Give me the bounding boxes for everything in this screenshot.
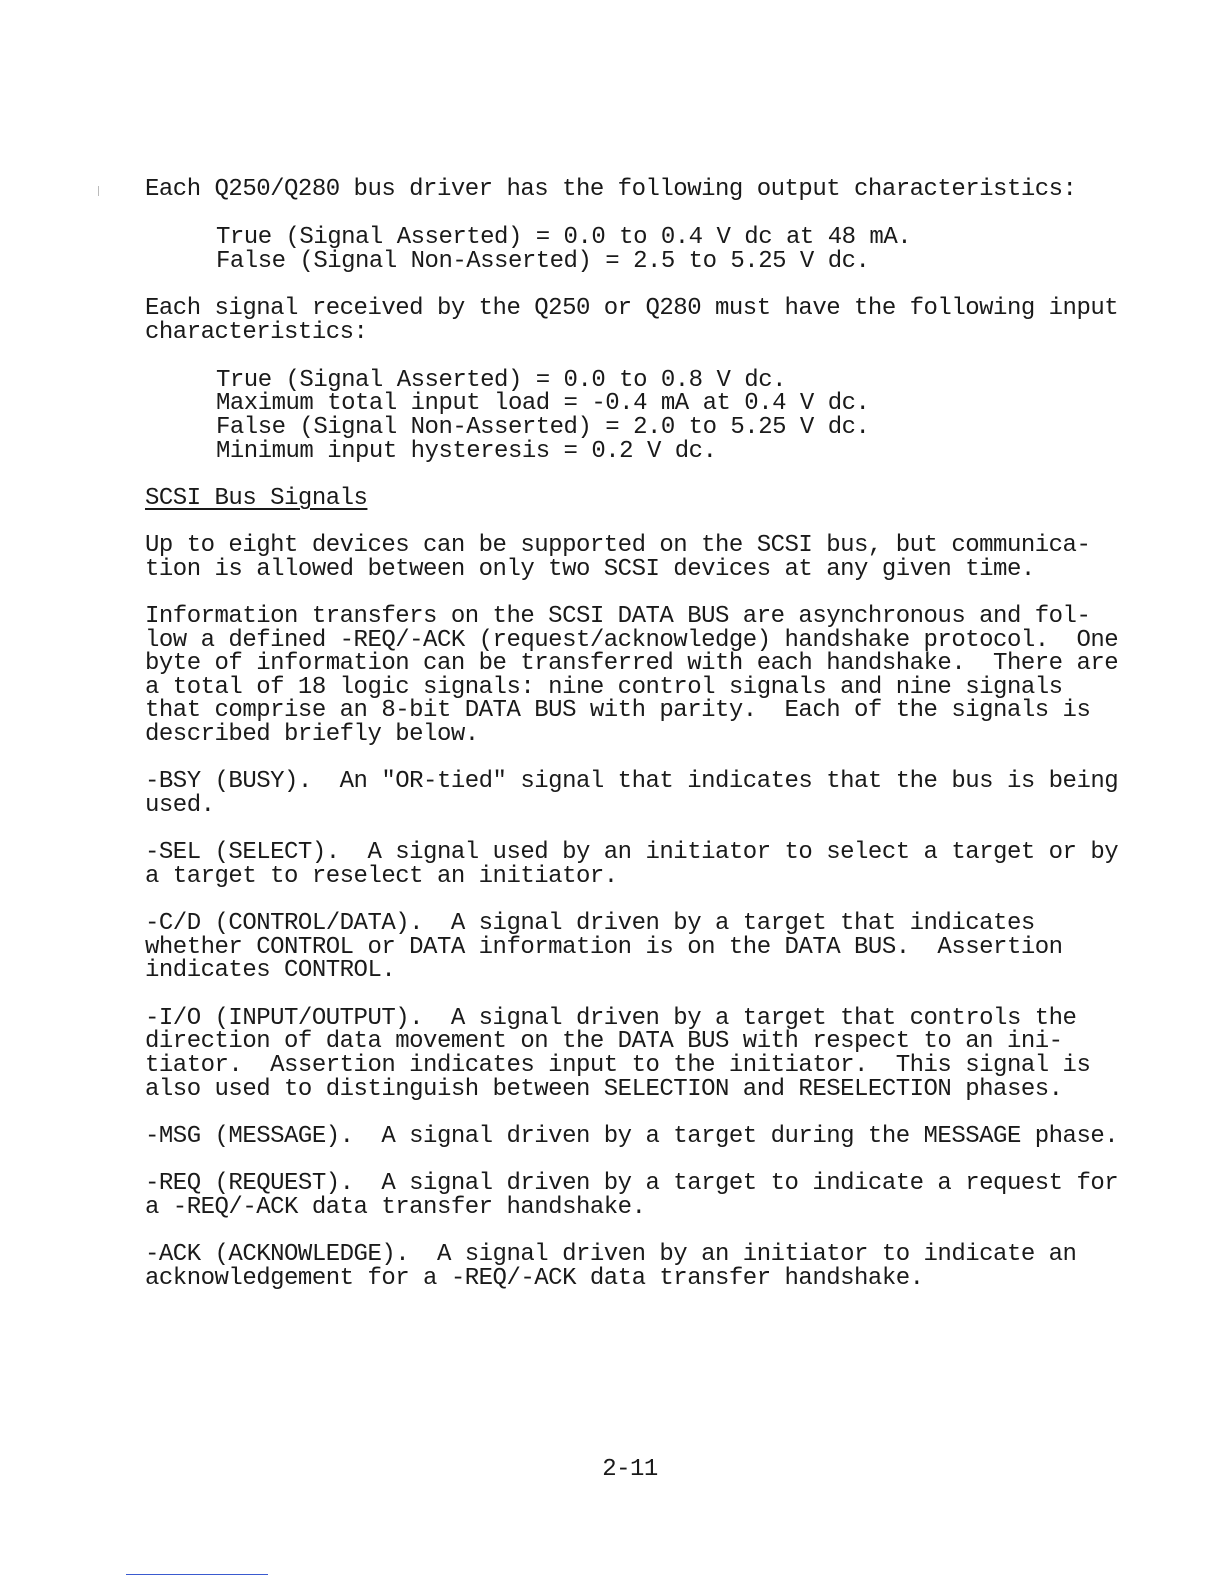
section-heading: SCSI Bus Signals <box>145 485 368 512</box>
paragraph-transfers-line-2: low a defined -REQ/-ACK (request/acknowledge) handshake protocol. One <box>145 627 1119 654</box>
signal-req-line-1: -REQ (REQUEST). A signal driven by a target to indicate a request for <box>145 1170 1119 1197</box>
signal-sel-line-1: -SEL (SELECT). A signal used by an initiator to select a target or by <box>145 839 1119 866</box>
signal-io-line-2: direction of data movement on the DATA BUS with respect to an ini- <box>145 1028 1063 1055</box>
signal-io-line-3: tiator. Assertion indicates input to the initiator. This signal is <box>145 1052 1091 1079</box>
input-spec-true: True (Signal Asserted) = 0.0 to 0.8 V dc. <box>216 367 786 394</box>
signal-msg-line-1: -MSG (MESSAGE). A signal driven by a target during the MESSAGE phase. <box>145 1123 1119 1150</box>
footer-rule <box>126 1574 268 1575</box>
signal-io-line-4: also used to distinguish between SELECTION and RESELECTION phases. <box>145 1076 1063 1103</box>
signal-io-line-1: -I/O (INPUT/OUTPUT). A signal driven by a target that controls the <box>145 1005 1077 1032</box>
signal-ack-line-2: acknowledgement for a -REQ/-ACK data transfer handshake. <box>145 1265 924 1292</box>
signal-req-line-2: a -REQ/-ACK data transfer handshake. <box>145 1194 646 1221</box>
paragraph-transfers-line-4: a total of 18 logic signals: nine control signals and nine signals <box>145 674 1063 701</box>
signal-cd-line-3: indicates CONTROL. <box>145 957 396 984</box>
input-spec-max-load: Maximum total input load = -0.4 mA at 0.4 V dc. <box>216 390 870 417</box>
input-intro-line-1: Each signal received by the Q250 or Q280 must have the following input <box>145 295 1119 322</box>
signal-cd-line-1: -C/D (CONTROL/DATA). A signal driven by a target that indicates <box>145 910 1035 937</box>
margin-mark <box>98 186 99 196</box>
input-spec-hysteresis: Minimum input hysteresis = 0.2 V dc. <box>216 438 717 465</box>
paragraph-devices-line-2: tion is allowed between only two SCSI devices at any given time. <box>145 556 1035 583</box>
paragraph-devices-line-1: Up to eight devices can be supported on the SCSI bus, but communica- <box>145 532 1091 559</box>
input-spec-false: False (Signal Non-Asserted) = 2.0 to 5.25 V dc. <box>216 414 870 441</box>
paragraph-transfers-line-3: byte of information can be transferred with each handshake. There are <box>145 650 1119 677</box>
signal-cd-line-2: whether CONTROL or DATA information is on the DATA BUS. Assertion <box>145 934 1063 961</box>
signal-bsy-line-2: used. <box>145 792 215 819</box>
input-intro-line-2: characteristics: <box>145 319 368 346</box>
output-spec-false: False (Signal Non-Asserted) = 2.5 to 5.25 V dc. <box>216 248 870 275</box>
output-spec-true: True (Signal Asserted) = 0.0 to 0.4 V dc at 48 mA. <box>216 224 912 251</box>
signal-bsy-line-1: -BSY (BUSY). An "OR-tied" signal that indicates that the bus is being <box>145 768 1119 795</box>
paragraph-transfers-line-1: Information transfers on the SCSI DATA BUS are asynchronous and fol- <box>145 603 1091 630</box>
signal-sel-line-2: a target to reselect an initiator. <box>145 863 618 890</box>
paragraph-transfers-line-6: described briefly below. <box>145 721 479 748</box>
output-intro: Each Q250/Q280 bus driver has the following output characteristics: <box>145 176 1077 203</box>
page-number: 2-11 <box>602 1456 658 1483</box>
paragraph-transfers-line-5: that comprise an 8-bit DATA BUS with parity. Each of the signals is <box>145 697 1091 724</box>
signal-ack-line-1: -ACK (ACKNOWLEDGE). A signal driven by an initiator to indicate an <box>145 1241 1077 1268</box>
